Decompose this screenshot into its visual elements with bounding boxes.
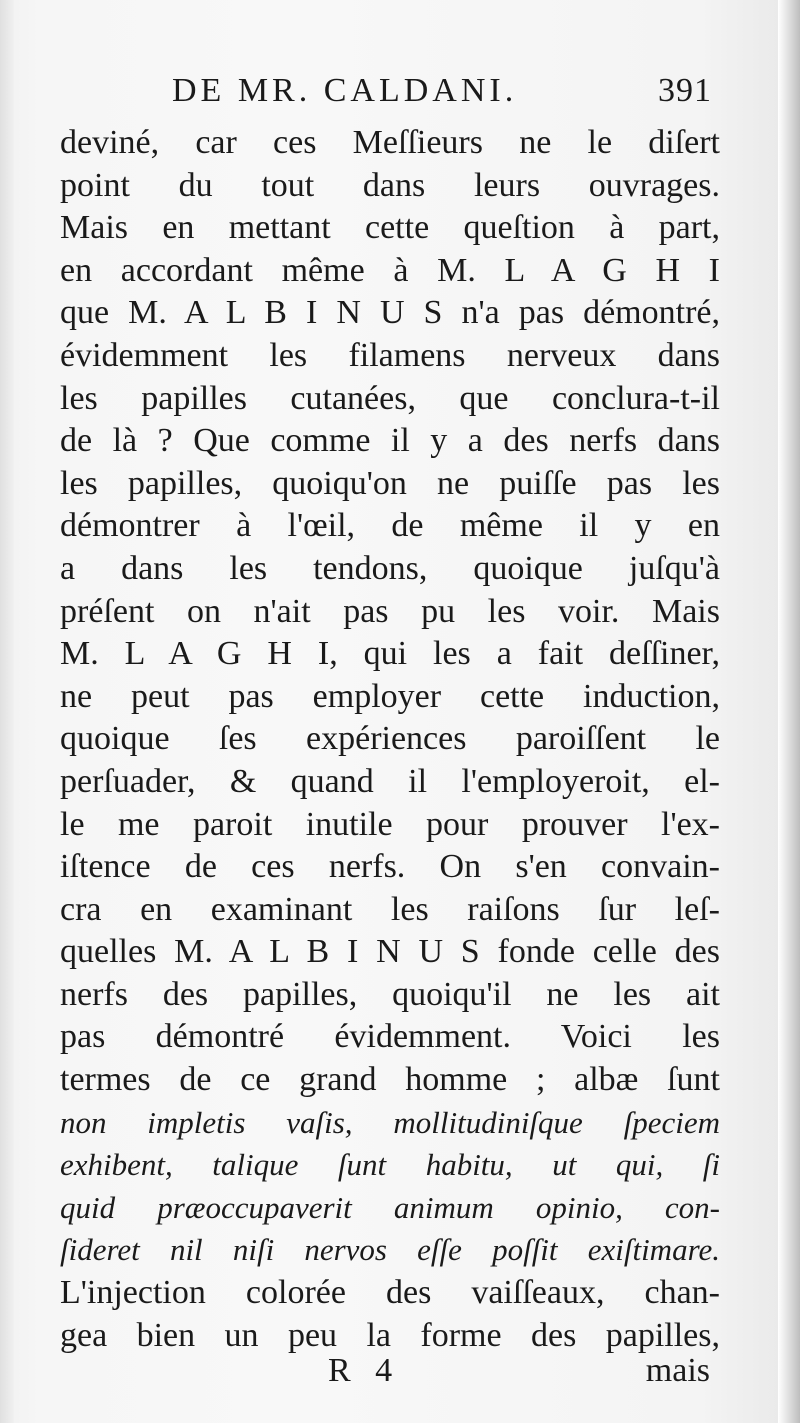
text-line: perſuader, & quand il l'employeroit, el- — [60, 762, 720, 800]
text-line: M. L A G H I, qui les a fait deſſiner, — [60, 635, 720, 673]
text-line: les papilles cutanées, que conclura-t-il — [60, 379, 720, 417]
text-line-italic: exhibent, talique ſunt habitu, ut qui, ſi — [60, 1147, 720, 1183]
running-head — [172, 72, 712, 114]
text-line: le me paroit inutile pour prouver l'ex- — [60, 805, 720, 843]
text-line: que M. A L B I N U S n'a pas démontré, — [60, 294, 720, 332]
text-line: nerfs des papilles, quoiqu'il ne les ait — [60, 975, 720, 1013]
text-line: démontrer à l'œil, de même il y en — [60, 507, 720, 545]
signature-mark: R 4 — [328, 1352, 401, 1389]
text-line-italic: non impletis vaſis, mollitudiniſque ſpeciem — [60, 1104, 720, 1140]
text-line: de là ? Que comme il y a des nerfs dans — [60, 422, 720, 460]
text-line: évidemment les filamens nerveux dans — [60, 336, 720, 374]
text-line: gea bien un peu la forme des papilles, — [60, 1316, 720, 1354]
page-number: 391 — [658, 72, 712, 109]
text-line: pas démontré évidemment. Voici les — [60, 1018, 720, 1056]
text-line: L'injection colorée des vaiſſeaux, chan- — [60, 1274, 720, 1312]
text-line: ne peut pas employer cette induction, — [60, 677, 720, 715]
text-line: les papilles, quoiqu'on ne puiſſe pas les — [60, 464, 720, 502]
text-line: Mais en mettant cette queſtion à part, — [60, 209, 720, 247]
catchword: mais — [645, 1352, 710, 1389]
text-line: en accordant même à M. L A G H I — [60, 251, 720, 289]
text-line-italic: quid præoccupaverit animum opinio, con- — [60, 1189, 720, 1225]
text-line: préſent on n'ait pas pu les voir. Mais — [60, 592, 720, 630]
text-line: point du tout dans leurs ouvrages. — [60, 166, 720, 204]
page-footer — [60, 1352, 720, 1396]
text-line: deviné, car ces Meſſieurs ne le diſert — [60, 124, 720, 161]
text-line: cra en examinant les raiſons ſur leſ- — [60, 890, 720, 928]
page-edge-shadow — [778, 0, 800, 1423]
text-line: iſtence de ces nerfs. On s'en convain- — [60, 848, 720, 886]
text-line: quoique ſes expériences paroiſſent le — [60, 720, 720, 758]
running-title: DE MR. CALDANI. — [172, 72, 518, 109]
text-line: quelles M. A L B I N U S fonde celle des — [60, 933, 720, 971]
text-line: a dans les tendons, quoique juſqu'à — [60, 549, 720, 587]
text-line-italic: ſideret nil niſi nervos eſſe poſſit exiſtimare. — [60, 1232, 720, 1268]
body-text — [60, 122, 720, 1357]
text-line: termes de ce grand homme ; albæ ſunt — [60, 1061, 720, 1099]
page-gutter — [0, 0, 14, 1423]
